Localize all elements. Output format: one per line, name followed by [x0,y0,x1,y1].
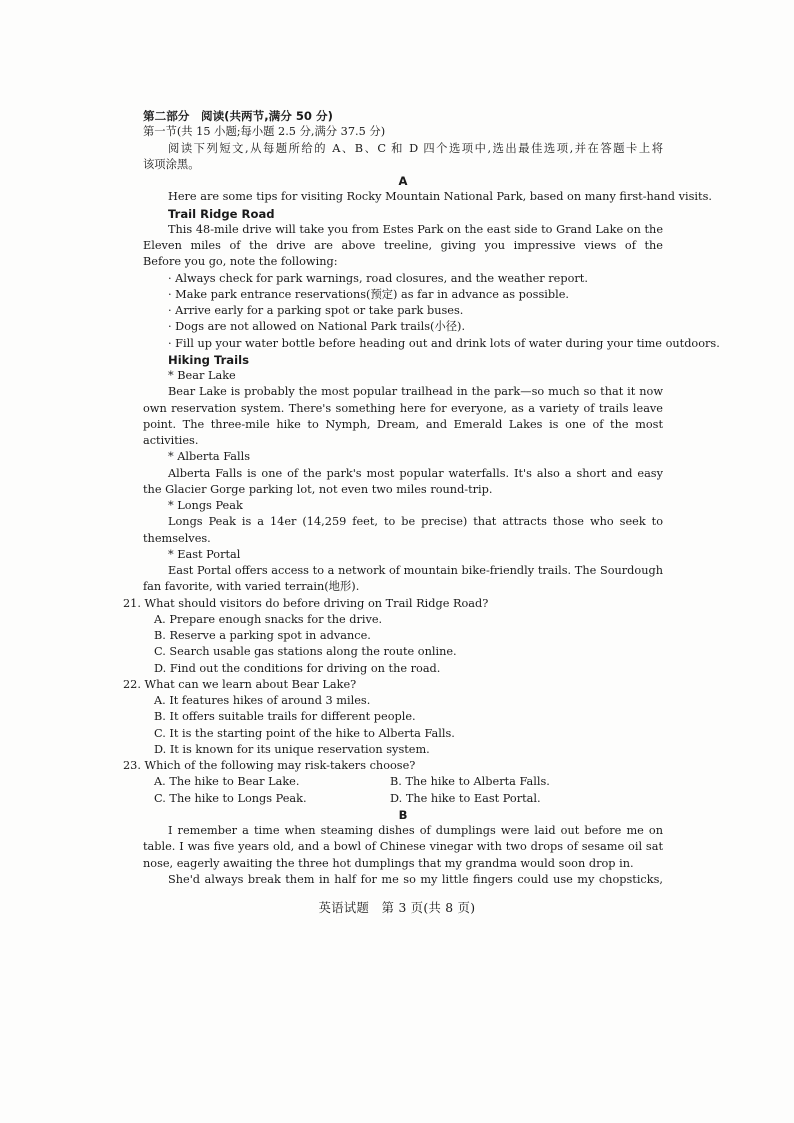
section-title: 第一节(共 15 小题;每小题 2.5 分,满分 37.5 分) [143,125,386,139]
paragraph-line: East Portal offers access to a network of mountain bike-friendly trails. The Sourdough [168,564,663,577]
paragraph-line: point. The three-mile hike to Nymph, Dream, and Emerald Lakes is one of the most [143,417,663,431]
paragraph-line: She'd always break them in half for me so my little fingers could use my chopsticks, [168,872,663,886]
trail-subheading-longs-peak: * Longs Peak [168,499,243,512]
instruction-line: 阅读下列短文,从每题所给的 A、B、C 和 D 四个选项中,选出最佳选项,并在答题卡上将 [168,141,663,155]
option-row [118,791,663,807]
paragraph-line: table. I was five years old, and a bowl of Chinese vinegar with two drops of sesame oil sat [143,840,663,854]
page-content [123,108,720,888]
trail-ridge-road-heading: Trail Ridge Road [168,206,275,221]
answer-option: D. Find out the conditions for driving on the road. [154,661,441,675]
part-title: 第二部分 阅读(共两节,满分 50 分) [143,109,333,123]
answer-option: C. Search usable gas stations along the route online. [154,645,457,659]
answer-option: A. The hike to Bear Lake. [154,775,300,789]
paragraph-line: Longs Peak is a 14er (14,259 feet, to be precise) that attracts those who seek to [168,515,663,529]
trail-subheading-east-portal: * East Portal [168,547,241,561]
question-stem: 21. What should visitors do before driving on Trail Ridge Road? [123,596,489,610]
answer-option: D. It is known for its unique reservation system. [154,742,430,756]
answer-option: A. Prepare enough snacks for the drive. [154,612,383,626]
hiking-trails-heading: Hiking Trails [168,352,249,367]
answer-option: C. The hike to Longs Peak. [154,791,307,805]
paragraph-line: Before you go, note the following: [143,255,338,269]
tip-bullet: · Make park entrance reservations(预定) as far in advance as possible. [168,287,569,301]
option-row [118,774,663,790]
paragraph-line: I remember a time when steaming dishes of dumplings were laid out before me on [168,824,663,837]
answer-option: D. The hike to East Portal. [390,791,541,805]
question-stem: 22. What can we learn about Bear Lake? [123,677,357,691]
tip-bullet: · Always check for park warnings, road closures, and the weather report. [168,271,588,285]
paragraph-line: activities. [143,434,199,447]
trail-subheading-alberta-falls: * Alberta Falls [168,450,251,464]
instruction-line: 该项涂黑。 [143,157,200,171]
answer-option: C. It is the starting point of the hike to Alberta Falls. [154,726,455,740]
answer-option: B. Reserve a parking spot in advance. [154,629,371,642]
trail-subheading-bear-lake: * Bear Lake [168,369,236,382]
page-footer: 英语试题 第 3 页(共 8 页) [318,901,476,915]
paragraph-line: fan favorite, with varied terrain(地形). [143,580,360,594]
tip-bullet: · Arrive early for a parking spot or take park buses. [168,304,464,317]
answer-option: B. It offers suitable trails for different people. [154,710,416,724]
question-stem: 23. Which of the following may risk-takers choose? [123,759,416,772]
passage-intro: Here are some tips for visiting Rocky Mountain National Park, based on many first-hand visits. [168,190,712,204]
tip-bullet: · Fill up your water bottle before heading out and drink lots of water during your time outdoors. [168,336,720,350]
answer-option: A. It features hikes of around 3 miles. [154,694,371,707]
passage-label-a: A [398,174,408,188]
answer-option: B. The hike to Alberta Falls. [390,775,550,789]
paragraph-line: own reservation system. There's something here for everyone, as a variety of trails leave [143,401,663,415]
paragraph-line: nose, eagerly awaiting the three hot dumplings that my grandma would soon drop in. [143,856,634,870]
paragraph-line: Eleven miles of the drive are above treeline, giving you impressive views of the [143,239,663,252]
tip-bullet: · Dogs are not allowed on National Park trails(小径). [168,320,466,334]
paragraph-line: Bear Lake is probably the most popular trailhead in the park—so much so that it now [168,385,663,399]
paragraph-line: This 48-mile drive will take you from Estes Park on the east side to Grand Lake on the [168,222,663,236]
passage-label-b: B [398,807,408,822]
paragraph-line: themselves. [143,531,211,545]
paragraph-line: the Glacier Gorge parking lot, not even two miles round-trip. [143,482,493,496]
paragraph-line: Alberta Falls is one of the park's most popular waterfalls. It's also a short and easy [168,466,663,480]
